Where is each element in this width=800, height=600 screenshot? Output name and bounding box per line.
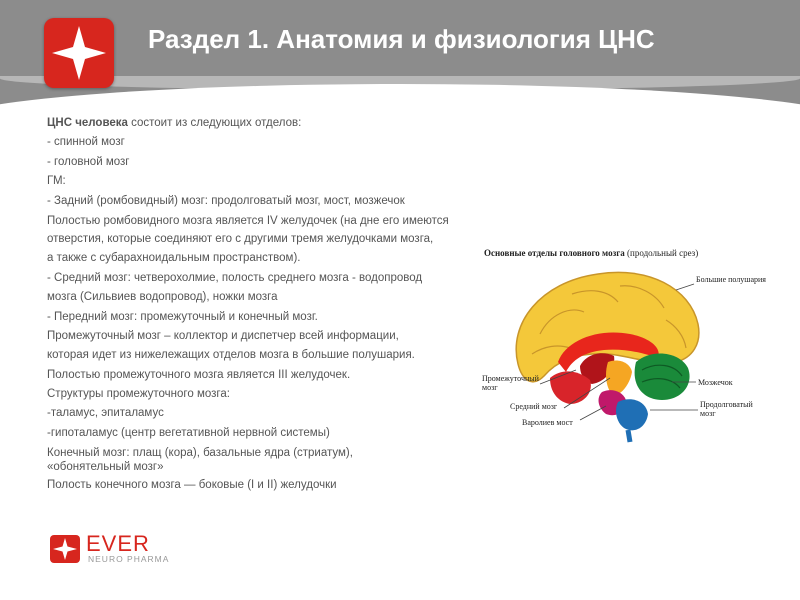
label-hemispheres: Большие полушария	[696, 275, 766, 284]
brand-name: EVER	[86, 531, 150, 556]
figure-title-rest: (продольный срез)	[624, 248, 699, 258]
text-line: Полость конечного мозга — боковые (I и II) желудочки	[47, 479, 337, 492]
figure-title-bold: Основные отделы головного мозга	[484, 248, 625, 258]
footer-logo-icon	[50, 535, 80, 563]
main-text	[47, 114, 477, 496]
spinal-cord-stub	[628, 430, 630, 442]
text-line: Конечный мозг: плащ (кора), базальные ядра (стриатум), «обонятельный мозг»	[47, 447, 353, 474]
header-bar	[0, 0, 800, 110]
text-line: отверстия, которые соединяют его с другими тремя желудочками мозга,	[47, 232, 434, 245]
text-line: Полостью промежуточного мозга является III желудочек.	[47, 368, 351, 381]
label-midbrain: Средний мозг	[510, 402, 558, 411]
text-line: -таламус, эпиталамус	[47, 407, 164, 420]
header-curve	[0, 84, 800, 110]
pointer-line	[676, 284, 694, 290]
text-line: - Передний мозг: промежуточный и конечный мозг.	[47, 310, 318, 323]
brand-subtitle: NEURO PHARMA	[88, 554, 170, 564]
text-line: - головной мозг	[47, 155, 130, 168]
hypothalamus-shape	[550, 371, 591, 404]
star-logo-icon	[44, 18, 114, 88]
medulla-shape	[616, 399, 648, 430]
label-medulla: Продолговатый мозг	[700, 400, 753, 418]
text-line: Промежуточный мозг – коллектор и диспетчер всей информации,	[47, 329, 399, 342]
text-line: - спинной мозг	[47, 136, 125, 149]
text-line: - Задний (ромбовидный) мозг: продолговатый мозг, мост, мозжечок	[47, 194, 405, 207]
text-line: Структуры промежуточного мозга:	[47, 388, 230, 401]
text-line: мозга (Сильвиев водопровод), ножки мозга	[47, 291, 278, 304]
label-diencephalon: Промежуточный мозг	[482, 374, 539, 392]
text-line: - Средний мозг: четверохолмие, полость среднего мозга - водопровод	[47, 271, 423, 284]
label-pons: Варолиев мост	[522, 418, 573, 427]
text-line: которая идет из нижележащих отделов мозга в большие полушария.	[47, 349, 415, 362]
intro-rest: состоит из следующих отделов:	[127, 117, 302, 129]
text-line-intro	[47, 114, 477, 133]
text-line: ГМ:	[47, 175, 66, 188]
text-line: -гипоталамус (центр вегетативной нервной системы)	[47, 426, 330, 439]
text-line: Полостью ромбовидного мозга является IV желудочек (на дне его имеются	[47, 214, 449, 227]
footer-star-icon	[50, 535, 80, 563]
cerebellum-shape	[635, 353, 690, 400]
text-line: а также с субарахноидальным пространством).	[47, 252, 301, 265]
intro-bold: ЦНС человека	[47, 117, 128, 129]
page-title: Раздел 1. Анатомия и физиология ЦНС	[148, 24, 655, 54]
label-cerebellum: Мозжечок	[698, 378, 733, 387]
brain-figure	[480, 244, 780, 444]
company-logo-icon	[44, 18, 114, 88]
